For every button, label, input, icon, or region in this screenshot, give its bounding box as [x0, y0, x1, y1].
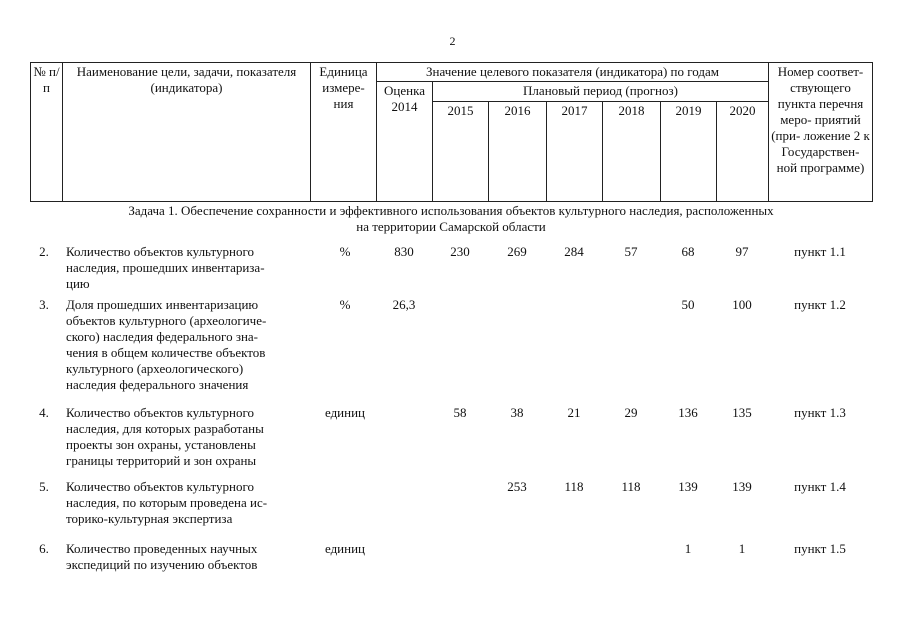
row-value-2018: 57	[624, 244, 638, 259]
row-number: 6.	[39, 541, 49, 556]
header-planned-period: Плановый период (прогноз)	[433, 82, 769, 102]
row-value-2015: 58	[453, 405, 467, 420]
row-name-line: наследия, прошедших инвентариза-	[66, 260, 265, 275]
task-heading-line: на территории Самарской области	[356, 219, 546, 234]
row-value-2019: 68	[681, 244, 695, 259]
row-name-line: наследия, для которых разработаны	[66, 421, 264, 436]
header-estimate: Оценка 2014	[377, 82, 433, 202]
row-estimate: 26,3	[392, 297, 416, 312]
row-number: 3.	[39, 297, 49, 312]
row-number: 2.	[39, 244, 49, 259]
row-name-line: проекты зон охраны, установлены	[66, 437, 256, 452]
row-name-line: чения в общем количестве объектов	[66, 345, 266, 360]
header-num: № п/п	[31, 63, 63, 202]
row-value-2016: 253	[507, 479, 527, 494]
row-name-line: Количество проведенных научных	[66, 541, 258, 556]
row-estimate: 830	[394, 244, 414, 259]
header-value-group: Значение целевого показателя (индикатора) по годам	[377, 63, 769, 82]
row-value-2018: 29	[624, 405, 638, 420]
row-value-2016: 269	[507, 244, 527, 259]
header-unit: Единица измере- ния	[311, 63, 377, 202]
row-number: 5.	[39, 479, 49, 494]
row-value-2016: 38	[510, 405, 524, 420]
row-value-2020: 135	[732, 405, 752, 420]
row-value-2020: 1	[738, 541, 746, 556]
row-reference: пункт 1.2	[794, 297, 846, 312]
header-year: 2016	[489, 102, 547, 202]
row-value-2018: 118	[621, 479, 641, 494]
row-unit: %	[339, 244, 351, 259]
row-value-2020: 100	[732, 297, 752, 312]
row-unit: единиц	[324, 541, 366, 556]
row-name-line: границы территорий и зон охраны	[66, 453, 257, 468]
row-name-line: наследия федерального значения	[66, 377, 249, 392]
row-name-line: наследия, по которым проведена ис-	[66, 495, 268, 510]
row-name-line: Количество объектов культурного	[66, 244, 254, 259]
row-unit: единиц	[324, 405, 366, 420]
header-ref: Номер соответ- ствующего пункта перечня меро- приятий (при- ложение 2 к Государствен- ной программе)	[769, 63, 873, 202]
row-name-line: цию	[66, 276, 90, 291]
header-year: 2017	[547, 102, 603, 202]
row-reference: пункт 1.1	[794, 244, 846, 259]
row-name	[66, 297, 311, 393]
task-heading-line: Задача 1. Обеспечение сохранности и эффективного использования объектов культурного наследия, расположенных	[128, 203, 774, 218]
row-name-line: ского) наследия федерального зна-	[66, 329, 259, 344]
row-value-2017: 118	[564, 479, 584, 494]
header-year: 2015	[433, 102, 489, 202]
header-name: Наименование цели, задачи, показателя (индикатора)	[63, 63, 311, 202]
header-year: 2020	[717, 102, 769, 202]
row-name-line: Количество объектов культурного	[66, 479, 254, 494]
task-heading	[30, 203, 872, 235]
row-name-line: торико-культурная экспертиза	[66, 511, 233, 526]
row-name-line: Количество объектов культурного	[66, 405, 254, 420]
header-year: 2018	[603, 102, 661, 202]
row-unit: %	[339, 297, 351, 312]
row-reference: пункт 1.4	[794, 479, 846, 494]
row-number: 4.	[39, 405, 49, 420]
row-reference: пункт 1.3	[794, 405, 846, 420]
row-value-2019: 139	[678, 479, 698, 494]
header-table	[30, 62, 873, 202]
row-name-line: культурного (археологического)	[66, 361, 244, 376]
row-value-2015: 230	[450, 244, 470, 259]
row-value-2019: 50	[681, 297, 695, 312]
row-name-line: экспедиций по изучению объектов	[66, 557, 258, 572]
row-name	[66, 541, 311, 573]
row-reference: пункт 1.5	[794, 541, 846, 556]
row-value-2017: 21	[567, 405, 581, 420]
row-name	[66, 405, 311, 469]
row-value-2017: 284	[564, 244, 584, 259]
page-number: 2	[449, 34, 456, 48]
row-value-2019: 136	[678, 405, 698, 420]
row-value-2019: 1	[684, 541, 692, 556]
row-name-line: Доля прошедших инвентаризацию	[66, 297, 259, 312]
row-name-line: объектов культурного (археологиче-	[66, 313, 267, 328]
row-name	[66, 244, 311, 292]
header-year: 2019	[661, 102, 717, 202]
row-name	[66, 479, 311, 527]
row-value-2020: 97	[735, 244, 749, 259]
row-value-2020: 139	[732, 479, 752, 494]
